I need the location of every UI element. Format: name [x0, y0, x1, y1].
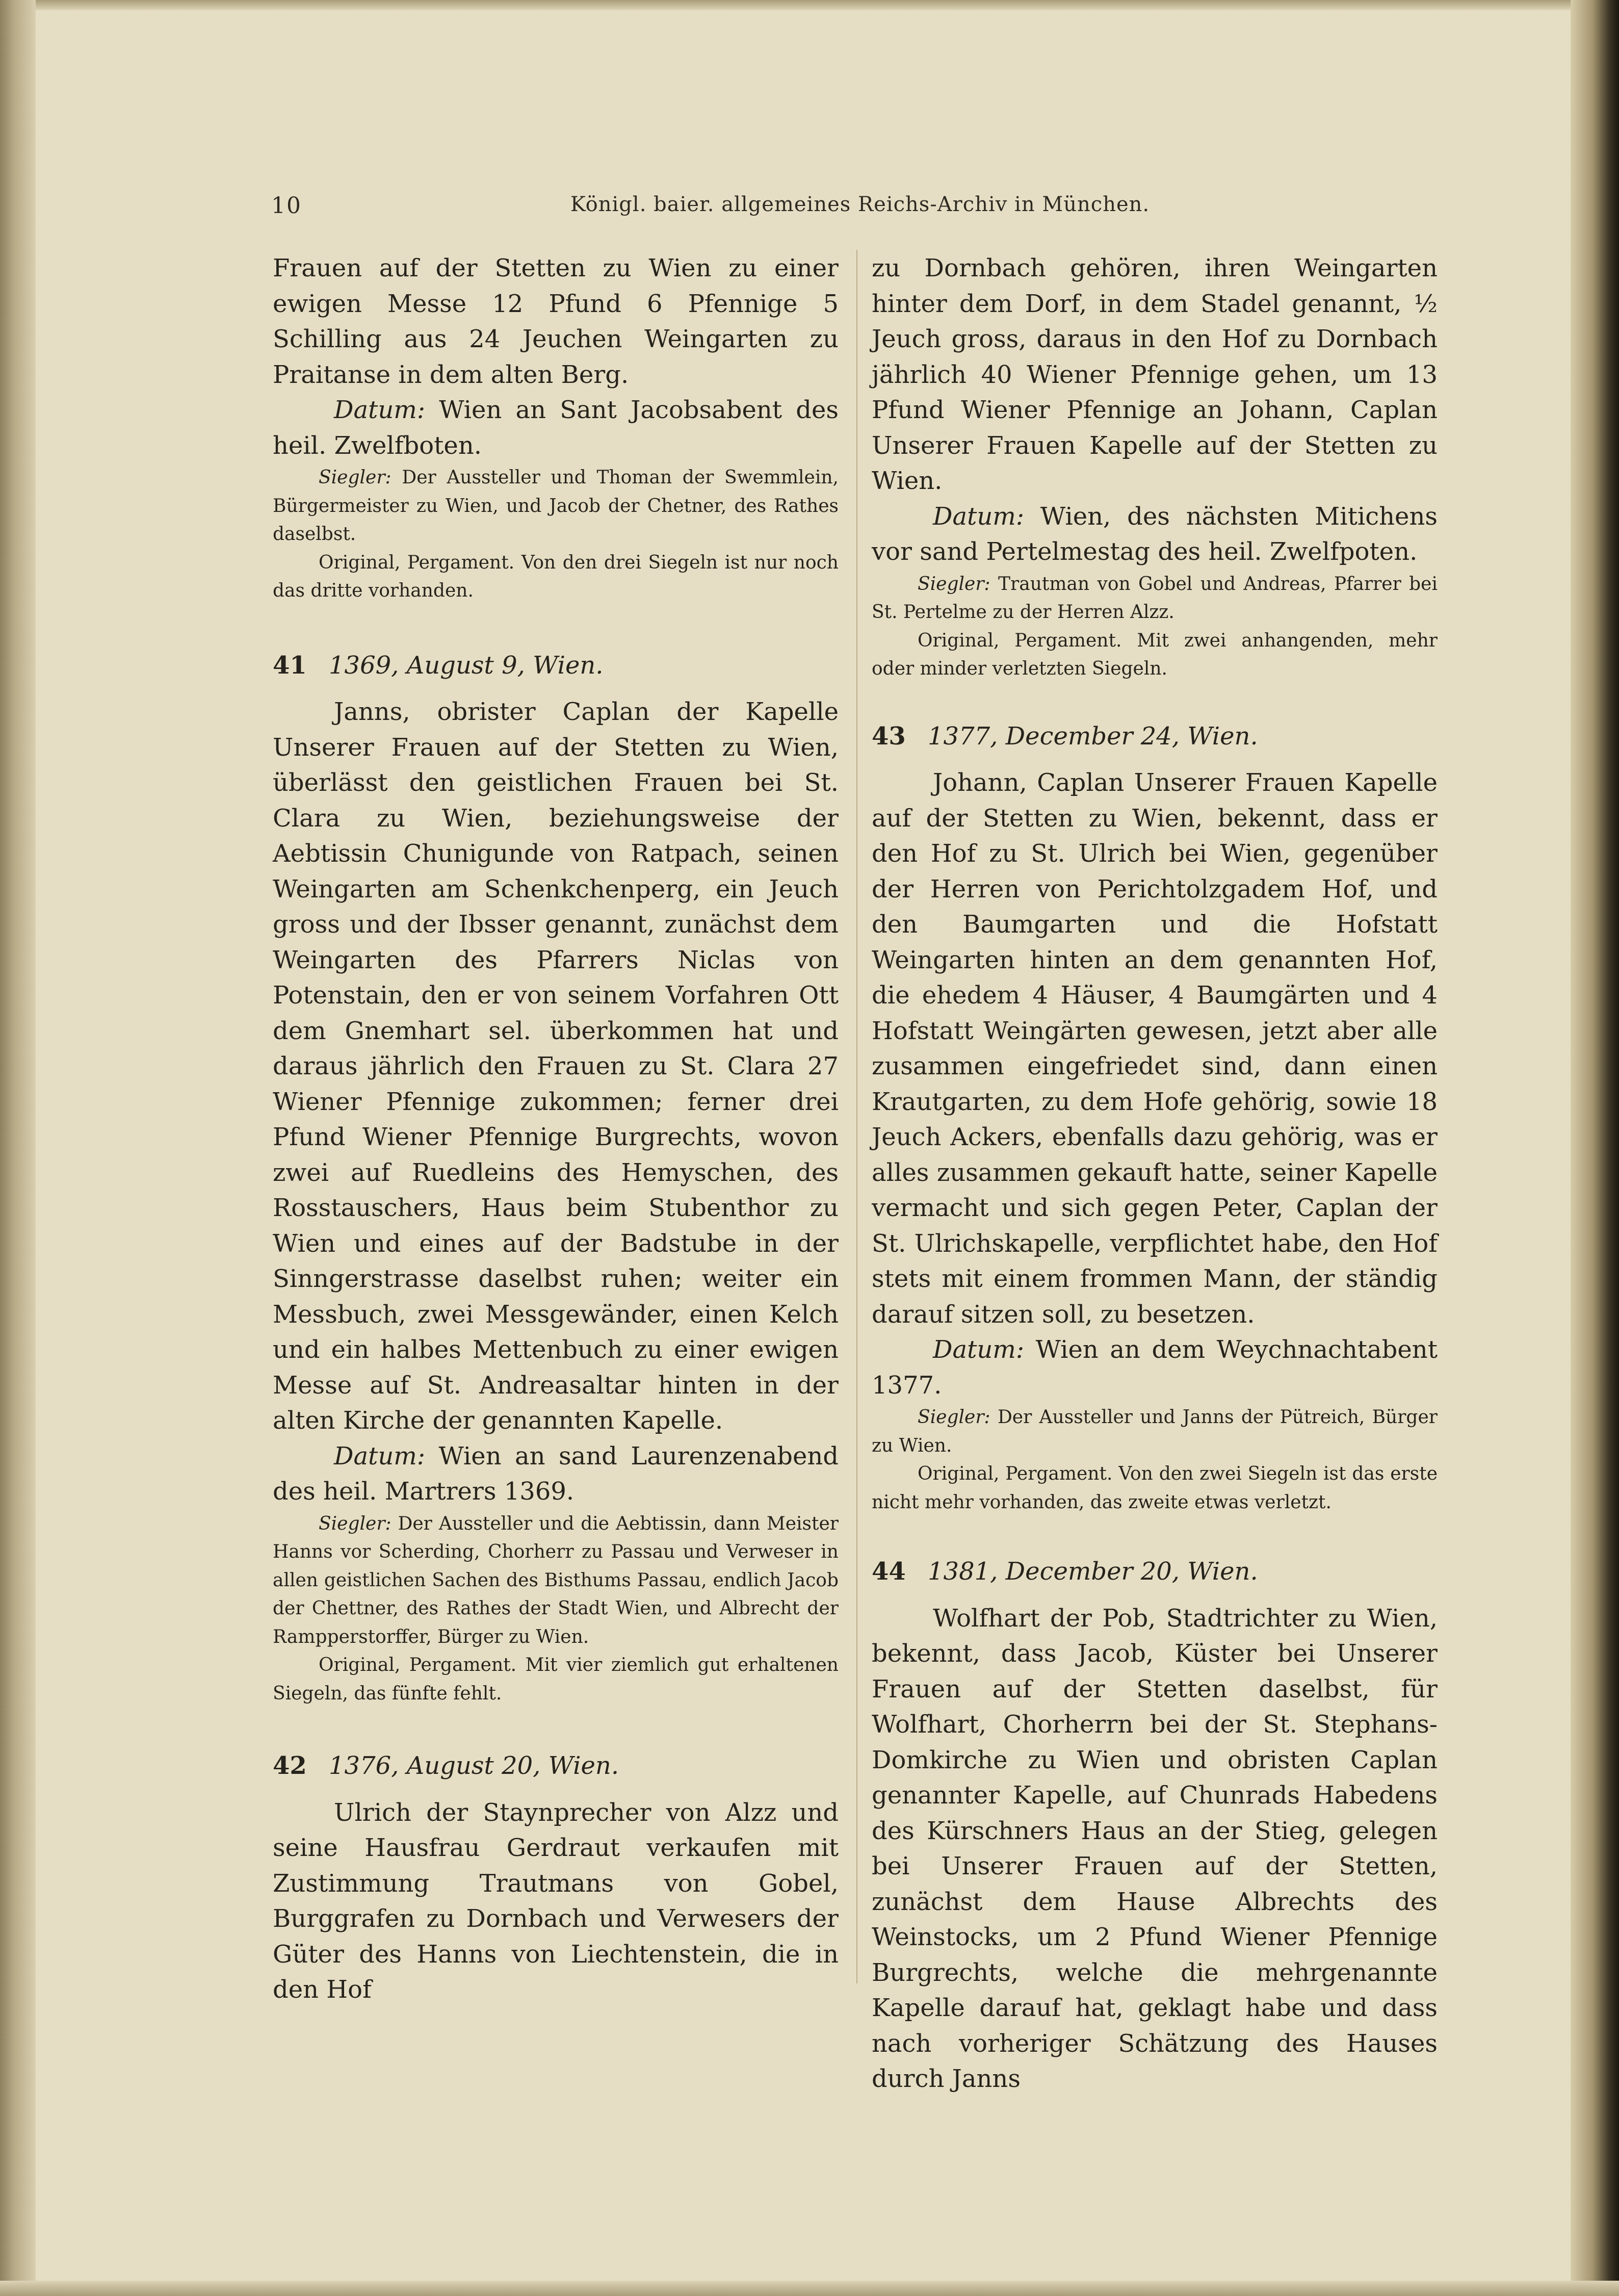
binding-shadow-left — [0, 0, 36, 2296]
page-header — [271, 193, 1449, 228]
entry-number: 41 — [273, 651, 307, 680]
datum-text: Wien an Sant Jacobsabent des heil. Zwelfboten. — [273, 396, 839, 460]
siegler-text: Der Aussteller und Janns der Pütreich, Bürger zu Wien. — [872, 1407, 1438, 1456]
datum-line — [273, 393, 839, 463]
entry-text: Janns, obrister Caplan der Kapelle Unserer Frauen auf der Stetten zu Wien, überlässt den geistlichen Frauen bei St. Clara zu Wien, beziehungsweise der Aebtissin Chunigunde von Ratpach, seinen Weingarten am Schenkchenperg, ein Jeuch gross und der Ibsser genannt, zunächst dem Weingarten des Pfarrers Niclas von Potenstain, den er von seinem Vorfahren Ott dem Gnemhart sel. überkommen hat und daraus jährlich den Frauen zu St. Clara 27 Wiener Pfennige zukommen; ferner drei Pfund Wiener Pfennige Burgrechts, wovon zwei auf Ruedleins des Hemyschen, des Rosstauschers, Haus beim Stubenthor zu Wien und eines auf der Badstube in der Sinngerstrasse daselbst ruhen; weiter ein Messbuch, zwei Messgewänder, einen Kelch und ein halbes Mettenbuch zu einer ewigen Messe auf St. Andreasaltar hinten in der alten Kirche der genannten Kapelle. — [273, 698, 839, 1435]
datum-text: Wien an sand Laurenzenabend des heil. Martrers 1369. — [273, 1441, 839, 1506]
siegler-label: Siegler: — [319, 467, 391, 488]
entry-text: Johann, Caplan Unserer Frauen Kapelle auf der Stetten zu Wien, bekennt, dass er den Hof zu St. Ulrich bei Wien, gegenüber der Herren von Perichtolzgadem Hof, und den Baumgarten und die Hofstatt Weingarten hinten an dem genannten Hof, die ehedem 4 Häuser, 4 Baumgärten und 4 Hofstatt Weingärten gewesen, jetzt aber alle zusammen eingefriedet sind, dann einen Krautgarten, zu dem Hofe gehörig, sowie 18 Jeuch Ackers, ebenfalls dazu gehörig, was er alles zusammen gekauft hatte, seiner Kapelle vermacht und sich gegen Peter, Caplan der St. Ulrichskapelle, verpflichtet habe, den Hof stets mit einem frommen Mann, der ständig darauf sitzen soll, zu besetzen. — [872, 768, 1438, 1329]
entry-date: 1377, December 24, Wien. — [928, 721, 1258, 751]
siegler-label: Siegler: — [918, 573, 990, 595]
entry-44 — [872, 1554, 1438, 2097]
datum-line — [273, 1439, 839, 1510]
original-note: Original, Pergament. Von den drei Siegeln ist nur noch das dritte vorhanden. — [273, 552, 839, 601]
siegler-line — [273, 1510, 839, 1652]
entry-heading — [273, 1748, 839, 1784]
datum-label: Datum: — [334, 1441, 425, 1471]
siegler-text: Der Aussteller und die Aebtissin, dann Meister Hanns vor Scherding, Chorherr zu Passau und Verweser in allen geistlichen Sachen des Bisthums Passau, endlich Jacob der Chettner, des Rathes der Stadt Wien, und Albrecht der Rampperstorffer, Bürger zu Wien. — [273, 1513, 839, 1647]
entry-heading — [872, 719, 1438, 755]
entry-heading — [872, 1554, 1438, 1590]
entry-number: 43 — [872, 721, 906, 751]
page-edge-bottom — [0, 2281, 1619, 2296]
datum-label: Datum: — [933, 502, 1024, 531]
datum-text: Wien an dem Weychnachtabent 1377. — [872, 1335, 1438, 1400]
entry-date: 1369, August 9, Wien. — [329, 651, 604, 680]
entry-43 — [872, 719, 1438, 1517]
entry-date: 1381, December 20, Wien. — [928, 1557, 1258, 1586]
siegler-line — [872, 1403, 1438, 1460]
datum-label: Datum: — [933, 1335, 1024, 1364]
siegler-line — [872, 570, 1438, 627]
datum-line — [872, 499, 1438, 570]
siegler-line — [273, 463, 839, 549]
entry-date: 1376, August 20, Wien. — [329, 1751, 619, 1780]
left-column — [273, 251, 839, 2008]
siegler-label: Siegler: — [918, 1407, 990, 1428]
entry-heading — [273, 648, 839, 684]
siegler-text: Trautman von Gobel und Andreas, Pfarrer bei St. Pertelme zu der Herren Alzz. — [872, 573, 1438, 623]
entry-number: 44 — [872, 1557, 906, 1586]
datum-text: Wien, des nächsten Mitichens vor sand Pertelmestag des heil. Zwelfpoten. — [872, 502, 1438, 566]
page-edge-right — [1571, 0, 1619, 2296]
continued-text: zu Dornbach gehören, ihren Weingarten hinter dem Dorf, in dem Stadel genannt, ½ Jeuch gross, daraus in den Hof zu Dornbach jährlich 40 Wiener Pfennige gehen, um 13 Pfund Wiener Pfennige an Johann, Caplan Unserer Frauen Kapelle auf der Stetten zu Wien. — [872, 254, 1438, 495]
siegler-text: Der Aussteller und Thoman der Swemmlein, Bürgermeister zu Wien, und Jacob der Chetner, des Rathes daselbst. — [273, 467, 839, 545]
running-title: Königl. baier. allgemeines Reichs-Archiv in München. — [570, 193, 1150, 216]
original-note: Original, Pergament. Von den zwei Siegeln ist das erste nicht mehr vorhanden, das zweite etwas verletzt. — [872, 1463, 1438, 1513]
page-edge-top — [0, 0, 1619, 10]
page-number: 10 — [271, 193, 302, 219]
original-note: Original, Pergament. Mit vier ziemlich gut erhaltenen Siegeln, das fünfte fehlt. — [273, 1655, 839, 1704]
datum-label: Datum: — [334, 396, 425, 424]
entry-text: Wolfhart der Pob, Stadtrichter zu Wien, bekennt, dass Jacob, Küster bei Unserer Frauen auf der Stetten daselbst, für Wolfhart, Chorherrn bei der St. Stephans-Domkirche zu Wien und obristen Caplan genannter Kapelle, auf Chunrads Habedens des Kürschners Haus an der Stieg, gelegen bei Unserer Frauen auf der Stetten, zunächst dem Hause Albrechts des Weinstocks, um 2 Pfund Wiener Pfennige Burgrechts, welche die mehrgenannte Kapelle darauf hat, geklagt habe und dass nach vorheriger Schätzung des Hauses durch Janns — [872, 1604, 1438, 2093]
datum-line — [872, 1332, 1438, 1403]
original-note: Original, Pergament. Mit zwei anhangenden, mehr oder minder verletzten Siegeln. — [872, 630, 1438, 679]
siegler-label: Siegler: — [319, 1513, 391, 1534]
entry-text: Ulrich der Staynprecher von Alzz und seine Hausfrau Gerdraut verkaufen mit Zustimmung Trautmans von Gobel, Burggrafen zu Dornbach und Verwesers der Güter des Hanns von Liechtenstein, die in den Hof — [273, 1798, 839, 2004]
right-column — [872, 251, 1438, 2097]
continued-text: Frauen auf der Stetten zu Wien zu einer ewigen Messe 12 Pfund 6 Pfennige 5 Schilling aus 24 Jeuchen Weingarten zu Praitanse in dem alten Berg. — [273, 254, 839, 389]
entry-42 — [273, 1748, 839, 2008]
column-divider — [856, 250, 857, 1983]
entry-41 — [273, 648, 839, 1708]
entry-number: 42 — [273, 1751, 307, 1780]
